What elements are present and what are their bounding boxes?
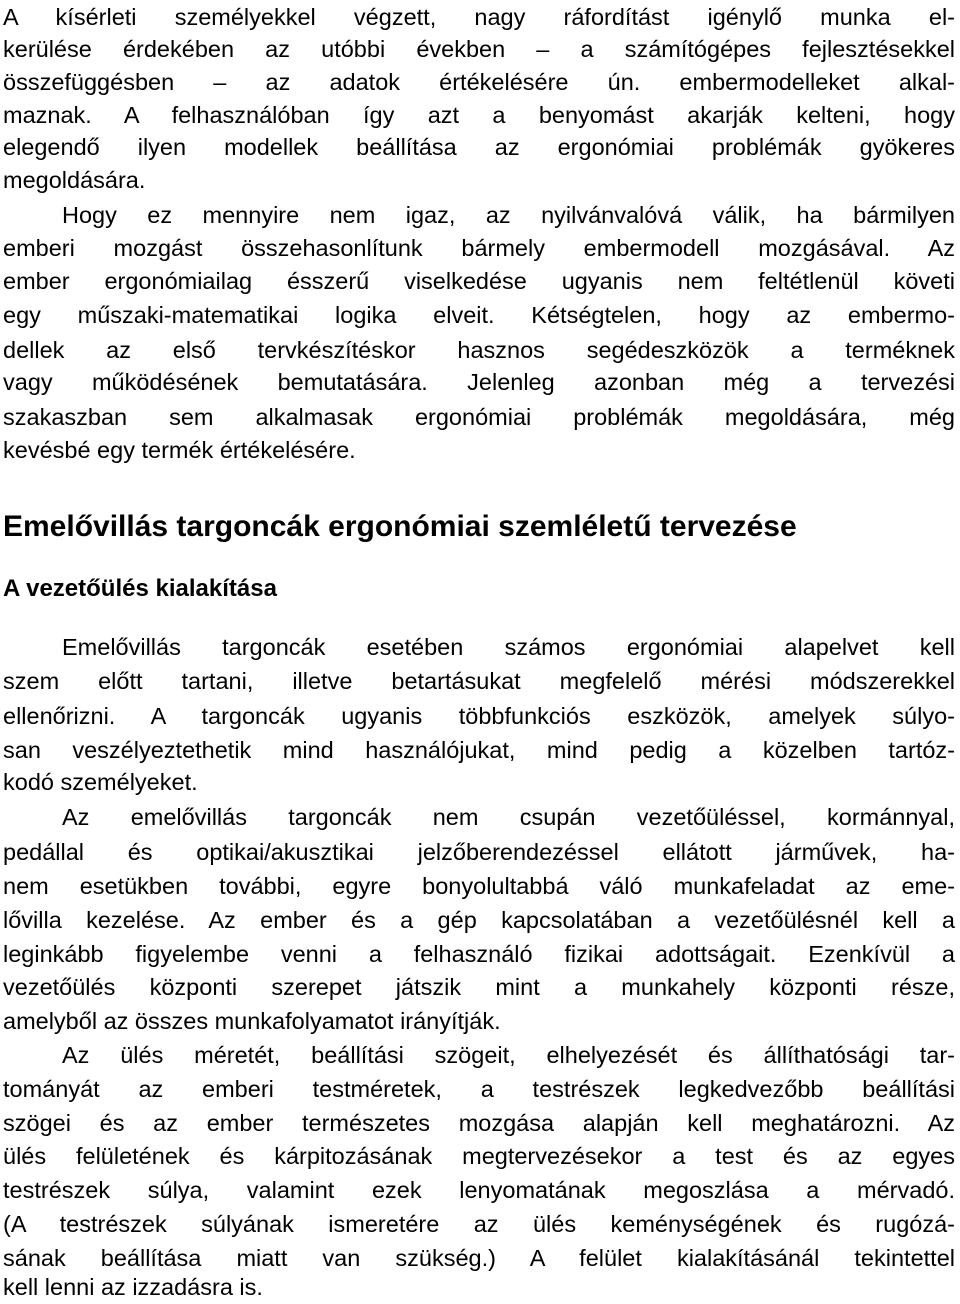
body-line-1: Emelővillás targoncák esetében számos ergonómiai alapelvet kell <box>62 634 955 660</box>
intro-line-12: vagy működésének bemutatására. Jelenleg azonban még a tervezési <box>3 369 955 395</box>
body-line-16: ülés felületének és kárpitozásának megtervezésekor a test és az egyes <box>3 1143 955 1169</box>
body-line-15: szögei és az ember természetes mozgása alapján kell meghatározni. Az <box>3 1110 955 1136</box>
section-heading: Emelővillás targoncák ergonómiai szemléletű tervezése <box>3 510 797 543</box>
body-line-3: ellenőrizni. A targoncák ugyanis többfunkciós eszközök, amelyek súlyo- <box>3 703 955 729</box>
body-line-4: san veszélyeztethetik mind használójukat, mind pedig a közelben tartóz- <box>3 737 955 763</box>
body-line-14: tományát az emberi testméretek, a testrészek legkedvezőbb beállítási <box>3 1076 955 1102</box>
body-line-11: vezetőülés központi szerepet játszik mint a munkahely központi része, <box>3 974 955 1000</box>
intro-line-14: kevésbé egy termék értékelésére. <box>3 437 356 463</box>
body-line-12: amelyből az összes munkafolyamatot irányítják. <box>3 1008 501 1034</box>
intro-line-10: egy műszaki-matematikai logika elveit. Kétségtelen, hogy az embermo- <box>3 302 955 328</box>
body-line-20: kell lenni az izzadásra is. <box>3 1274 263 1300</box>
intro-line-4: maznak. A felhasználóban így azt a benyomást akarják kelteni, hogy <box>3 102 955 128</box>
intro-line-11: dellek az első tervkészítéskor hasznos segédeszközök a terméknek <box>3 337 955 363</box>
intro-line-1: A kísérleti személyekkel végzett, nagy ráfordítást igénylő munka el- <box>3 4 955 30</box>
intro-line-2: kerülése érdekében az utóbbi években – a számítógépes fejlesztésekkel <box>3 36 955 62</box>
body-line-7: pedállal és optikai/akusztikai jelzőberendezéssel ellátott járművek, ha- <box>3 839 955 865</box>
intro-line-6: megoldására. <box>3 167 146 193</box>
body-line-17: testrészek súlya, valamint ezek lenyomatának megoszlása a mérvadó. <box>3 1177 955 1203</box>
intro-line-3: összefüggésben – az adatok értékelésére ún. embermodelleket alkal- <box>3 69 955 95</box>
body-line-2: szem előtt tartani, illetve betartásukat megfelelő mérési módszerekkel <box>3 668 955 694</box>
body-line-10: leginkább figyelembe venni a felhasználó fizikai adottságait. Ezenkívül a <box>3 941 955 967</box>
intro-line-13: szakaszban sem alkalmasak ergonómiai problémák megoldására, még <box>3 404 955 430</box>
body-line-18: (A testrészek súlyának ismeretére az ülés keménységének és rugózá- <box>3 1211 955 1237</box>
intro-line-9: ember ergonómiailag ésszerű viselkedése ugyanis nem feltétlenül követi <box>3 268 955 294</box>
body-line-13: Az ülés méretét, beállítási szögeit, elhelyezését és állíthatósági tar- <box>62 1042 955 1068</box>
intro-line-5: elegendő ilyen modellek beállítása az ergonómiai problémák gyökeres <box>3 134 955 160</box>
intro-line-7: Hogy ez mennyire nem igaz, az nyilvánvalóvá válik, ha bármilyen <box>62 202 955 228</box>
intro-line-8: emberi mozgást összehasonlítunk bármely embermodell mozgásával. Az <box>3 235 955 261</box>
body-line-19: sának beállítása miatt van szükség.) A felület kialakításánál tekintettel <box>3 1245 955 1271</box>
body-line-5: kodó személyeket. <box>3 769 198 795</box>
body-line-9: lővilla kezelése. Az ember és a gép kapcsolatában a vezetőülésnél kell a <box>3 907 955 933</box>
section-subheading: A vezetőülés kialakítása <box>3 575 277 602</box>
body-line-8: nem esetükben további, egyre bonyolultabbá váló munkafeladat az eme- <box>3 873 955 899</box>
body-line-6: Az emelővillás targoncák nem csupán vezetőüléssel, kormánnyal, <box>62 804 955 830</box>
